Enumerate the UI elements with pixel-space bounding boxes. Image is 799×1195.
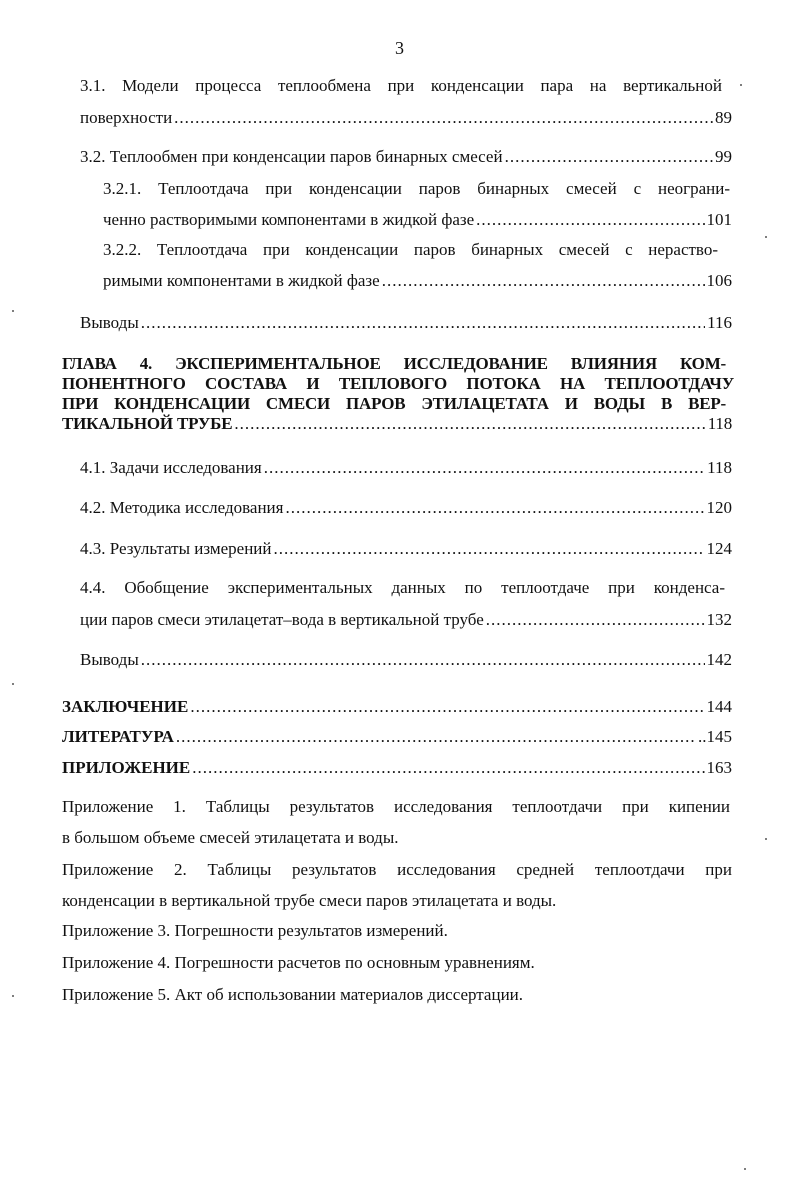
scan-speck <box>740 84 742 86</box>
chapter-4-title-line1[interactable]: ГЛАВА 4. ЭКСПЕРИМЕНТАЛЬНОЕ ИССЛЕДОВАНИЕ ВЛИЯНИЯ КОМ- <box>62 354 726 373</box>
toc-entry-title: Выводы <box>80 313 139 332</box>
toc-entry-4-4[interactable] <box>80 610 732 630</box>
toc-page-number: 120 <box>706 498 732 517</box>
toc-entry-3-2-1-line1[interactable]: 3.2.1. Теплоотдача при конденсации паров бинарных смесей с неограни- <box>103 179 730 198</box>
toc-entry-3-2-2-line1[interactable]: 3.2.2. Теплоотдача при конденсации паров бинарных смесей с нераство- <box>103 240 718 259</box>
toc-page-number: 132 <box>706 610 732 629</box>
toc-leader-dots <box>234 414 705 434</box>
toc-entry-3-2[interactable] <box>80 147 732 167</box>
appendix-2-line2[interactable]: конденсации в вертикальной трубе смеси паров этилацетата и воды. <box>62 891 557 910</box>
toc-entry-title: ПРИЛОЖЕНИЕ <box>62 758 191 777</box>
toc-entry-4-4-line1[interactable]: 4.4. Обобщение экспериментальных данных по теплоотдаче при конденса- <box>80 578 725 597</box>
toc-entry-3-2-2-line2: римыми компонентами в жидкой фазе <box>103 271 380 290</box>
toc-entry-3-1[interactable] <box>80 108 732 128</box>
toc-page-number: 106 <box>706 271 732 290</box>
toc-entry-title: 4.1. Задачи исследования <box>80 458 262 477</box>
toc-page-number: 101 <box>706 210 732 229</box>
toc-leader-dots <box>382 271 705 291</box>
toc-leader-dots <box>174 108 713 128</box>
toc-leader-dots <box>264 458 705 478</box>
toc-page-number: 99 <box>715 147 732 166</box>
toc-entry-title: Выводы <box>80 650 139 669</box>
toc-entry-4-4-line2: ции паров смеси этилацетат–вода в вертикальной трубе <box>80 610 484 629</box>
toc-entry-appendix[interactable] <box>62 758 732 778</box>
scan-speck <box>12 995 14 997</box>
appendix-3[interactable]: Приложение 3. Погрешности результатов измерений. <box>62 921 448 940</box>
chapter-4-title-line3[interactable]: ПРИ КОНДЕНСАЦИИ СМЕСИ ПАРОВ ЭТИЛАЦЕТАТА И ВОДЫ В ВЕР- <box>62 394 726 413</box>
toc-entry-3-1-line1[interactable]: 3.1. Модели процесса теплообмена при конденсации пара на вертикальной <box>80 76 722 95</box>
appendix-1-line2[interactable]: в большом объеме смесей этилацетата и воды. <box>62 828 399 847</box>
appendix-1-line1[interactable]: Приложение 1. Таблицы результатов исследования теплоотдачи при кипении <box>62 797 730 816</box>
toc-entry-title: 4.3. Результаты измерений <box>80 539 272 558</box>
toc-entry-literature[interactable] <box>62 727 732 747</box>
toc-entry-conclusions-4[interactable] <box>80 650 732 670</box>
toc-entry-title: ЛИТЕРАТУРА <box>62 727 174 746</box>
chapter-4-entry[interactable] <box>62 414 732 434</box>
appendix-5[interactable]: Приложение 5. Акт об использовании материалов диссертации. <box>62 985 524 1004</box>
page-number: 3 <box>395 38 404 58</box>
toc-leader-dots <box>141 313 705 333</box>
chapter-4-title-line4: ТИКАЛЬНОЙ ТРУБЕ <box>62 414 233 433</box>
chapter-4-title-line2[interactable]: ПОНЕНТНОГО СОСТАВА И ТЕПЛОВОГО ПОТОКА НА ТЕПЛООТДАЧУ <box>62 374 734 393</box>
scan-speck <box>765 236 767 238</box>
toc-leader-dots <box>285 498 704 518</box>
toc-page-number: ..145 <box>698 727 732 746</box>
toc-entry-4-1[interactable] <box>80 458 732 478</box>
toc-leader-dots <box>192 758 704 778</box>
appendix-2-line1[interactable]: Приложение 2. Таблицы результатов исследования средней теплоотдачи при <box>62 860 732 879</box>
toc-leader-dots <box>141 650 705 670</box>
toc-page-number: 144 <box>706 697 732 716</box>
toc-page-number: 116 <box>707 313 732 332</box>
toc-entry-3-2-1[interactable] <box>103 210 732 230</box>
appendix-4[interactable]: Приложение 4. Погрешности расчетов по основным уравнениям. <box>62 953 535 972</box>
toc-entry-conclusion[interactable] <box>62 697 732 717</box>
toc-entry-3-2-2[interactable] <box>103 271 732 291</box>
toc-entry-title: 3.2. Теплообмен при конденсации паров бинарных смесей <box>80 147 503 166</box>
toc-leader-dots <box>476 210 704 230</box>
scan-speck <box>744 1168 746 1170</box>
toc-entry-title: 4.2. Методика исследования <box>80 498 284 517</box>
toc-leader-dots <box>176 727 696 747</box>
toc-page-number: 163 <box>706 758 732 777</box>
toc-entry-4-2[interactable] <box>80 498 732 518</box>
toc-leader-dots <box>486 610 705 630</box>
toc-page-number: 124 <box>706 539 732 558</box>
toc-page-number: 118 <box>707 414 732 433</box>
toc-page-number: 142 <box>706 650 732 669</box>
scan-speck <box>765 838 767 840</box>
toc-entry-3-1-line2: поверхности <box>80 108 173 127</box>
scan-speck <box>12 683 14 685</box>
toc-entry-title: ЗАКЛЮЧЕНИЕ <box>62 697 189 716</box>
toc-entry-conclusions-3[interactable] <box>80 313 732 333</box>
toc-leader-dots <box>505 147 713 167</box>
toc-entry-4-3[interactable] <box>80 539 732 559</box>
toc-entry-3-2-1-line2: ченно растворимыми компонентами в жидкой фазе <box>103 210 475 229</box>
toc-leader-dots <box>190 697 704 717</box>
scan-speck <box>12 310 14 312</box>
toc-page-number: 118 <box>707 458 732 477</box>
toc-leader-dots <box>274 539 705 559</box>
toc-page-number: 89 <box>715 108 732 127</box>
